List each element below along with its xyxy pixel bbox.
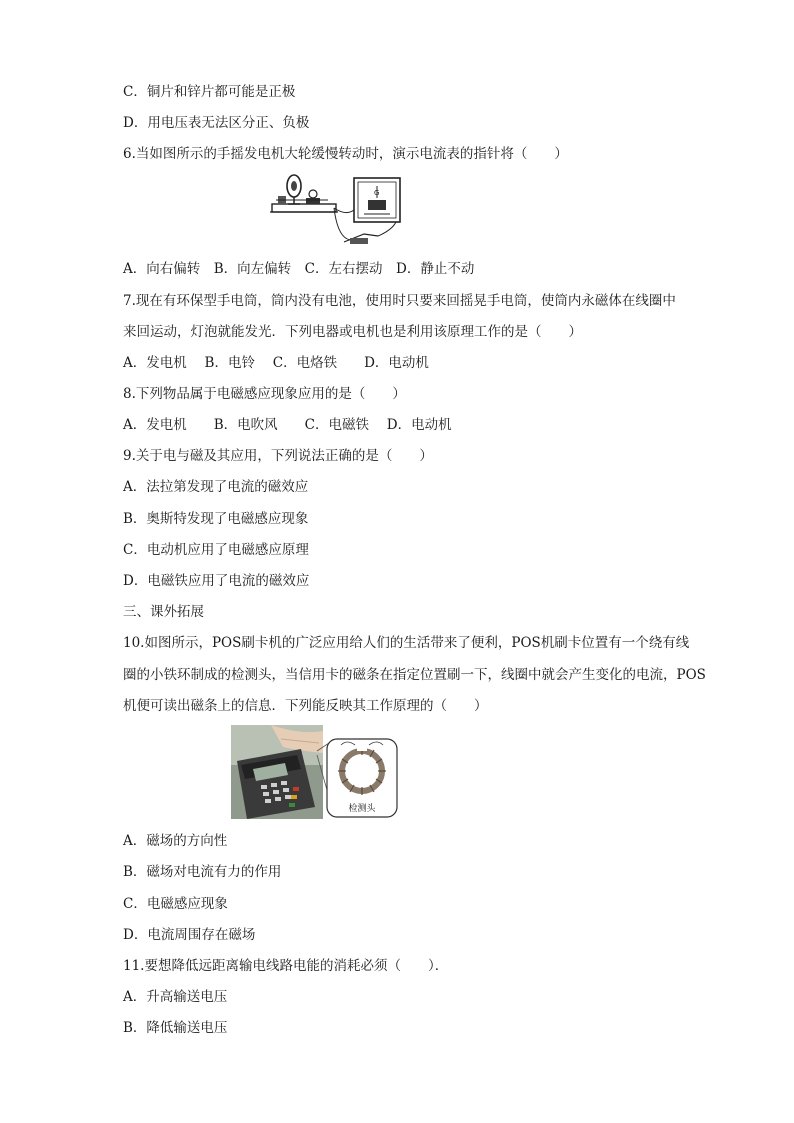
q10-option-b: B．磁场对电流有力的作用 [123,864,282,880]
q10-option-d: D．电流周围存在磁场 [123,927,256,943]
q9-option-b: B．奥斯特发现了电磁感应现象 [123,511,309,527]
q11-option-b: B．降低输送电压 [123,1020,228,1036]
q8-options: A．发电机 B．电吹风 C．电磁铁 D．电动机 [123,417,452,433]
q7-stem-1: 7.现在有环保型手电筒，筒内没有电池，使用时只要来回摇晃手电筒，使筒内永磁体在线圈中 [123,293,676,309]
q10-stem-1: 10.如图所示，POS刷卡机的广泛应用给人们的生活带来了便利，POS机刷卡位置有一个绕有线 [123,635,690,651]
generator-galvanometer-figure [268,170,418,252]
q10-option-c: C．电磁感应现象 [123,896,228,912]
q7-stem-2: 来回运动，灯泡就能发光．下列电器或电机也是利用该原理工作的是（ ） [123,324,582,340]
q9-stem: 9.关于电与磁及其应用，下列说法正确的是（ ） [123,448,433,464]
q11-stem: 11.要想降低远距离输电线路电能的消耗必须（ ）． [123,958,449,974]
q11-option-a: A．升高输送电压 [123,989,228,1005]
q5-option-c: C．铜片和锌片都可能是正极 [123,84,296,100]
q9-option-a: A．法拉第发现了电流的磁效应 [123,479,309,495]
pos-terminal-figure [231,725,399,821]
q6-options: A．向右偏转 B．向左偏转 C．左右摆动 D．静止不动 [123,261,475,277]
q10-stem-3: 机便可读出磁条上的信息．下列能反映其工作原理的（ ） [123,698,488,714]
pos-detection-head-label: 检测头 [348,804,376,814]
q10-option-a: A．磁场的方向性 [123,833,228,849]
section-heading-3: 三、课外拓展 [123,604,204,620]
q7-options: A．发电机 B．电铃 C．电烙铁 D．电动机 [123,355,429,371]
q9-option-d: D．电磁铁应用了电流的磁效应 [123,573,310,589]
svg-text:G: G [374,189,380,197]
q6-stem: 6.当如图所示的手摇发电机大轮缓慢转动时，演示电流表的指针将（ ） [123,146,568,162]
q5-option-d: D．用电压表无法区分正、负极 [123,115,310,131]
q10-stem-2: 圈的小铁环制成的检测头，当信用卡的磁条在指定位置刷一下，线圈中就会产生变化的电流，POS [123,667,706,683]
q9-option-c: C．电动机应用了电磁感应原理 [123,542,309,558]
q8-stem: 8.下列物品属于电磁感应现象应用的是（ ） [123,386,406,402]
